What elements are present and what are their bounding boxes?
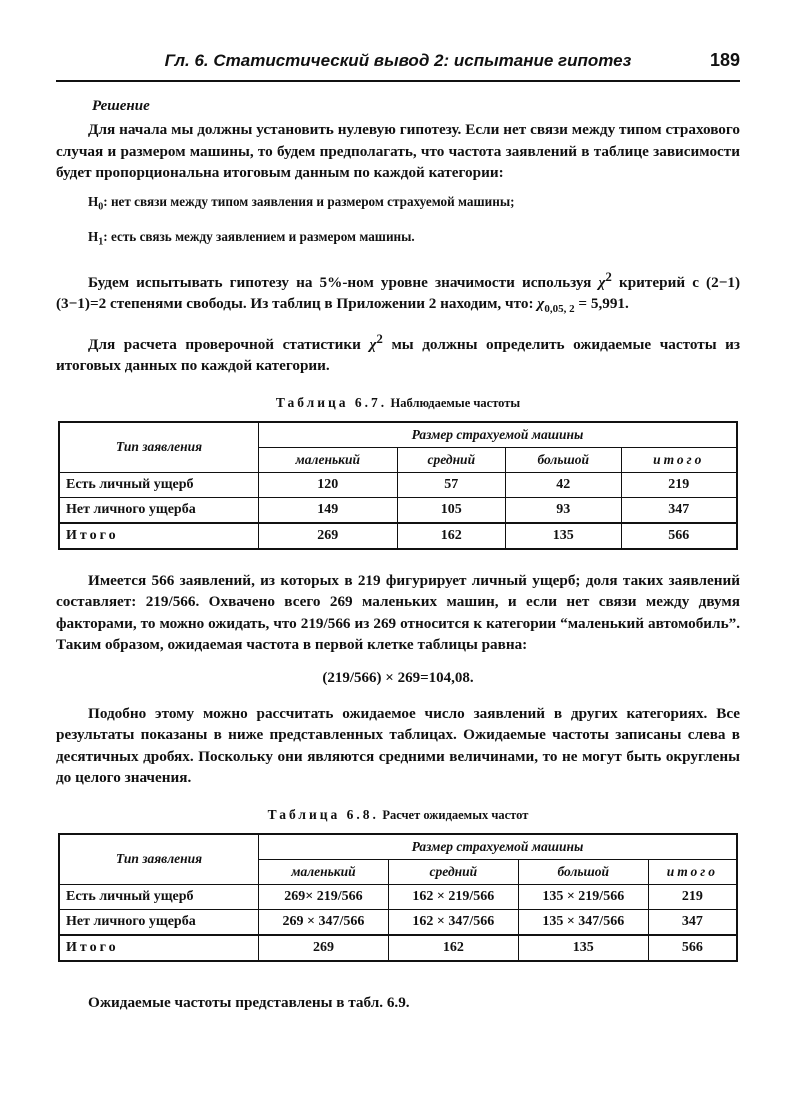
paragraph-test-level bbox=[56, 267, 740, 321]
cell: 269× 219/566 bbox=[259, 884, 389, 909]
table2-name: Расчет ожидаемых частот bbox=[382, 807, 529, 822]
chi-exponent: 2 bbox=[605, 269, 612, 284]
cell: 149 bbox=[259, 497, 398, 523]
chi-symbol-2: χ bbox=[369, 335, 377, 353]
table2-caption bbox=[56, 807, 740, 823]
h0-label: H bbox=[88, 193, 99, 209]
para3-part-a: Для расчета проверочной статистики bbox=[88, 335, 370, 353]
table2-col-total: итого bbox=[648, 859, 737, 884]
cell: 135 × 347/566 bbox=[518, 909, 648, 935]
cell: 219 bbox=[648, 884, 737, 909]
section-title: Решение bbox=[92, 98, 150, 114]
cell: 162 bbox=[388, 935, 518, 961]
chapter-title: Гл. 6. Статистический вывод 2: испытание гипотез bbox=[164, 51, 632, 70]
cell: 566 bbox=[621, 523, 737, 549]
chi-critical-symbol: χ bbox=[537, 295, 545, 313]
para2-part-b: критерий с (2−1)(3−1)=2 степенями свободы. Из таблиц в Приложении 2 находим, что: bbox=[56, 273, 741, 313]
cell: 269 bbox=[259, 523, 398, 549]
table-row bbox=[59, 909, 737, 935]
table1-col-large: большой bbox=[505, 447, 621, 472]
table-row bbox=[59, 472, 737, 497]
table2-group-header: Размер страхуемой машины bbox=[259, 834, 738, 860]
table-row bbox=[59, 497, 737, 523]
cell: 566 bbox=[648, 935, 737, 961]
cell: 162 × 219/566 bbox=[388, 884, 518, 909]
table1-group-header: Размер страхуемой машины bbox=[259, 422, 738, 448]
h1-label: H bbox=[88, 229, 99, 245]
table2-header-row bbox=[59, 834, 737, 860]
running-head bbox=[56, 50, 740, 82]
paragraph-intro: Для начала мы должны установить нулевую гипотезу. Если нет связи между типом страхового случая и размером машины, то будем предполагать, что частота заявлений в таблице зависимости будет пропорциональна итоговым данным по каждой категории: bbox=[56, 121, 740, 181]
table2-col-large: большой bbox=[518, 859, 648, 884]
h1-text: : есть связь между заявлением и размером машины. bbox=[103, 229, 415, 245]
h0-text: : нет связи между типом заявления и размером страхуемой машины; bbox=[103, 193, 515, 209]
page-number: 189 bbox=[709, 50, 740, 70]
table-total-row bbox=[59, 935, 737, 961]
table1-col-medium: средний bbox=[397, 447, 505, 472]
row-label: Нет личного ущерба bbox=[59, 909, 259, 935]
row-label: Есть личный ущерб bbox=[59, 472, 259, 497]
row-label: Итого bbox=[59, 523, 259, 549]
cell: 347 bbox=[648, 909, 737, 935]
table1-col-total: итого bbox=[621, 447, 737, 472]
row-label: Есть личный ущерб bbox=[59, 884, 259, 909]
table2-number: Таблица 6.8. bbox=[267, 806, 379, 822]
table1-header-row bbox=[59, 422, 737, 448]
table2-col-medium: средний bbox=[388, 859, 518, 884]
cell: 219 bbox=[621, 472, 737, 497]
cell: 93 bbox=[505, 497, 621, 523]
cell: 135 × 219/566 bbox=[518, 884, 648, 909]
cell: 42 bbox=[505, 472, 621, 497]
formula: (219/566) × 269=104,08. bbox=[322, 669, 474, 686]
para2-part-a: Будем испытывать гипотезу на 5%-ном уровне значимости используя bbox=[88, 273, 599, 291]
cell: 162 bbox=[397, 523, 505, 549]
cell: 135 bbox=[505, 523, 621, 549]
paragraph-statistic bbox=[56, 329, 740, 377]
table2-corner: Тип заявления bbox=[59, 834, 259, 885]
chi-critical-value: = 5,991. bbox=[574, 295, 629, 313]
cell: 105 bbox=[397, 497, 505, 523]
chi-critical-sub: 0,05, 2 bbox=[544, 303, 575, 316]
expected-frequencies-table bbox=[58, 833, 738, 962]
table1-number: Таблица 6.7. bbox=[275, 394, 388, 410]
row-label: Итого bbox=[59, 935, 259, 961]
cell: 57 bbox=[397, 472, 505, 497]
cell: 135 bbox=[518, 935, 648, 961]
table1-col-small: маленький bbox=[259, 447, 398, 472]
table2-col-small: маленький bbox=[259, 859, 389, 884]
table1-caption bbox=[56, 395, 740, 411]
paragraph-explanation: Имеется 566 заявлений, из которых в 219 фигурирует личный ущерб; доля таких заявлений составляет: 219/566. Охвачено всего 269 маленьких машин, и если нет связи между двумя факторами, то можно ожидать, что 219/566 из 269 относится к категории “маленький автомобиль”. Таким образом, ожидаемая частота в первой клетке таблицы равна: bbox=[56, 571, 740, 654]
observed-frequencies-table bbox=[58, 421, 738, 550]
cell: 269 × 347/566 bbox=[259, 909, 389, 935]
paragraph-other-categories: Подобно этому можно рассчитать ожидаемое число заявлений в других категориях. Все результаты показаны в ниже представленных таблицах. Ожидаемые частоты записаны слева в десятичных дробях. Поскольку они являются средними величинами, то не могут быть округлены до целого значения. bbox=[56, 704, 740, 787]
cell: 347 bbox=[621, 497, 737, 523]
h1-sub: 1 bbox=[98, 236, 104, 248]
table1-corner: Тип заявления bbox=[59, 422, 259, 473]
cell: 269 bbox=[259, 935, 389, 961]
para3-part-b: мы должны определить ожидаемые частоты из итоговых данных по каждой категории. bbox=[56, 335, 741, 375]
chi-symbol: χ bbox=[598, 273, 606, 291]
table1-name: Наблюдаемые частоты bbox=[390, 395, 521, 410]
alt-hypothesis bbox=[88, 227, 740, 253]
null-hypothesis bbox=[88, 192, 740, 218]
table-row bbox=[59, 884, 737, 909]
book-page bbox=[56, 50, 740, 1013]
cell: 120 bbox=[259, 472, 398, 497]
chi-exponent-2: 2 bbox=[376, 331, 383, 346]
table-total-row bbox=[59, 523, 737, 549]
h0-sub: 0 bbox=[98, 201, 104, 213]
cell: 162 × 347/566 bbox=[388, 909, 518, 935]
paragraph-closing: Ожидаемые частоты представлены в табл. 6.9. bbox=[88, 993, 410, 1011]
row-label: Нет личного ущерба bbox=[59, 497, 259, 523]
